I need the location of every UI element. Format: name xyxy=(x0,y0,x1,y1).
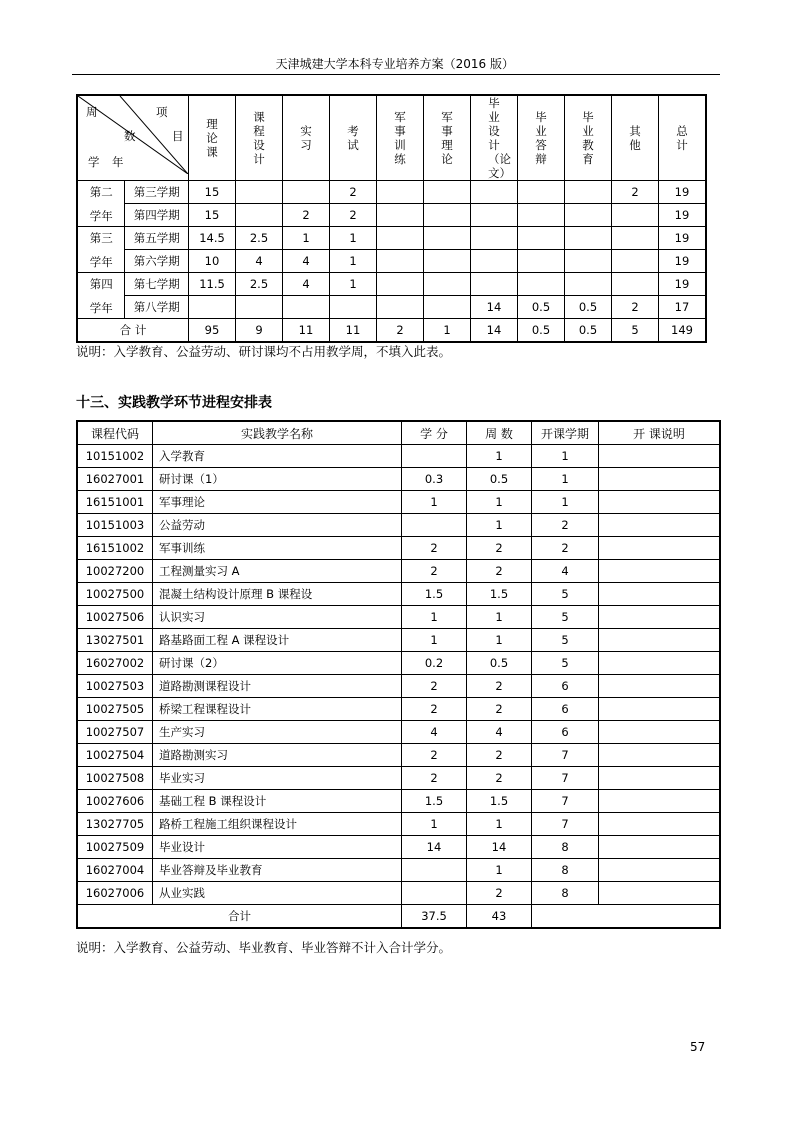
course-code-cell: 10027508 xyxy=(77,767,153,790)
semester-label: 第七学期 xyxy=(125,273,189,296)
week-count-cell xyxy=(424,204,471,227)
week-count-cell: 2 xyxy=(283,204,330,227)
table-row xyxy=(77,491,720,514)
course-code-cell: 10151003 xyxy=(77,514,153,537)
practice-name-cell: 入学教育 xyxy=(153,445,402,468)
week-count-cell: 19 xyxy=(659,204,707,227)
week-count-cell: 0.5 xyxy=(565,296,612,319)
weeks-total-row xyxy=(77,319,706,343)
practice-total-label: 合计 xyxy=(77,905,402,929)
term-cell: 6 xyxy=(532,698,599,721)
week-count-cell xyxy=(377,204,424,227)
col-header-military-theory: 军事理论 xyxy=(424,95,471,181)
school-year-line: 第二 xyxy=(89,184,113,199)
week-count-cell xyxy=(471,181,518,204)
week-count-cell: 19 xyxy=(659,181,707,204)
week-count-cell: 0.5 xyxy=(518,296,565,319)
weeks-total-label: 合 计 xyxy=(77,319,189,343)
week-count-cell: 10 xyxy=(189,250,236,273)
school-year-cell xyxy=(77,227,125,273)
credit-cell: 2 xyxy=(402,744,467,767)
weeks-cell: 1 xyxy=(467,445,532,468)
course-code-cell: 16151001 xyxy=(77,491,153,514)
week-count-cell xyxy=(283,296,330,319)
total-cell: 2 xyxy=(377,319,424,343)
practice-name-cell: 毕业设计 xyxy=(153,836,402,859)
description-cell xyxy=(599,514,721,537)
table-row xyxy=(77,583,720,606)
term-cell: 8 xyxy=(532,859,599,882)
practice-schedule-table xyxy=(76,420,721,929)
practice-table-body xyxy=(77,445,720,905)
credit-cell: 2 xyxy=(402,767,467,790)
week-count-cell xyxy=(471,204,518,227)
week-count-cell xyxy=(565,181,612,204)
week-count-cell xyxy=(612,273,659,296)
term-cell: 8 xyxy=(532,882,599,905)
practice-name-cell: 路桥工程施工组织课程设计 xyxy=(153,813,402,836)
weeks-table-note: 说明：入学教育、公益劳动、研讨课均不占用教学周，不填入此表。 xyxy=(76,344,452,359)
term-cell: 4 xyxy=(532,560,599,583)
school-year-cell xyxy=(77,181,125,227)
table-row xyxy=(77,767,720,790)
corner-label-item: 项 xyxy=(156,105,168,119)
corner-label-week: 周 xyxy=(86,105,98,119)
semester-row xyxy=(77,273,706,296)
corner-label-count: 数 xyxy=(124,129,136,143)
col-header-military-training: 军事训练 xyxy=(377,95,424,181)
practice-name-cell: 认识实习 xyxy=(153,606,402,629)
credit-cell: 1 xyxy=(402,629,467,652)
semester-label: 第三学期 xyxy=(125,181,189,204)
practice-total-empty xyxy=(532,905,721,929)
week-count-cell: 2 xyxy=(330,204,377,227)
credit-cell xyxy=(402,445,467,468)
corner-label-year: 年 xyxy=(112,155,124,169)
weeks-cell: 14 xyxy=(467,836,532,859)
practice-name-cell: 毕业答辩及毕业教育 xyxy=(153,859,402,882)
col-header-exam: 考试 xyxy=(330,95,377,181)
header-title: 天津城建大学本科专业培养方案（2016 版） xyxy=(275,57,514,71)
credit-cell: 4 xyxy=(402,721,467,744)
col-header-graduation-design: 毕业设计（论文） xyxy=(471,95,518,181)
description-cell xyxy=(599,468,721,491)
week-count-cell: 11.5 xyxy=(189,273,236,296)
table-row xyxy=(77,721,720,744)
description-cell xyxy=(599,491,721,514)
week-count-cell xyxy=(471,273,518,296)
table-row xyxy=(77,652,720,675)
week-count-cell: 2 xyxy=(612,296,659,319)
description-cell xyxy=(599,836,721,859)
week-count-cell xyxy=(518,227,565,250)
term-cell: 5 xyxy=(532,652,599,675)
week-count-cell xyxy=(424,250,471,273)
week-count-cell xyxy=(424,227,471,250)
week-count-cell xyxy=(424,273,471,296)
description-cell xyxy=(599,813,721,836)
table-row xyxy=(77,560,720,583)
semester-row xyxy=(77,296,706,319)
weeks-cell: 1 xyxy=(467,514,532,537)
weeks-cell: 2 xyxy=(467,675,532,698)
credit-cell xyxy=(402,514,467,537)
description-cell xyxy=(599,767,721,790)
course-code-cell: 16027006 xyxy=(77,882,153,905)
term-cell: 6 xyxy=(532,675,599,698)
term-cell: 8 xyxy=(532,836,599,859)
description-cell xyxy=(599,537,721,560)
description-cell xyxy=(599,859,721,882)
week-count-cell: 14 xyxy=(471,296,518,319)
header-practice-name: 实践教学名称 xyxy=(153,421,402,445)
credit-cell: 1.5 xyxy=(402,790,467,813)
weeks-cell: 1.5 xyxy=(467,790,532,813)
description-cell xyxy=(599,882,721,905)
practice-name-cell: 研讨课（2） xyxy=(153,652,402,675)
week-count-cell xyxy=(377,227,424,250)
table-row xyxy=(77,790,720,813)
total-cell: 11 xyxy=(283,319,330,343)
week-count-cell: 15 xyxy=(189,204,236,227)
header-credit: 学 分 xyxy=(402,421,467,445)
table-row xyxy=(77,468,720,491)
school-year-line: 学年 xyxy=(89,208,113,223)
term-cell: 5 xyxy=(532,583,599,606)
table-row xyxy=(77,675,720,698)
weeks-header-row xyxy=(77,95,706,181)
practice-total-weeks: 43 xyxy=(467,905,532,929)
week-count-cell xyxy=(377,250,424,273)
table-row xyxy=(77,859,720,882)
week-count-cell xyxy=(518,204,565,227)
description-cell xyxy=(599,721,721,744)
table-row xyxy=(77,514,720,537)
course-code-cell: 16151002 xyxy=(77,537,153,560)
col-header-defense: 毕业答辩 xyxy=(518,95,565,181)
practice-name-cell: 混凝土结构设计原理 B 课程设 xyxy=(153,583,402,606)
practice-name-cell: 公益劳动 xyxy=(153,514,402,537)
course-code-cell: 13027501 xyxy=(77,629,153,652)
practice-name-cell: 桥梁工程课程设计 xyxy=(153,698,402,721)
term-cell: 2 xyxy=(532,537,599,560)
school-year-line: 学年 xyxy=(89,254,113,269)
semester-row xyxy=(77,227,706,250)
course-code-cell: 10027504 xyxy=(77,744,153,767)
total-cell: 95 xyxy=(189,319,236,343)
course-code-cell: 13027705 xyxy=(77,813,153,836)
term-cell: 1 xyxy=(532,468,599,491)
week-count-cell xyxy=(612,227,659,250)
week-count-cell xyxy=(612,250,659,273)
course-code-cell: 10027509 xyxy=(77,836,153,859)
col-header-internship: 实习 xyxy=(283,95,330,181)
col-header-total: 总计 xyxy=(659,95,707,181)
total-cell: 9 xyxy=(236,319,283,343)
credit-cell: 2 xyxy=(402,560,467,583)
semester-row xyxy=(77,204,706,227)
corner-label-target: 目 xyxy=(172,129,184,143)
weeks-cell: 1 xyxy=(467,491,532,514)
semester-label: 第五学期 xyxy=(125,227,189,250)
weeks-cell: 2 xyxy=(467,560,532,583)
week-count-cell xyxy=(236,296,283,319)
description-cell xyxy=(599,675,721,698)
credit-cell: 1 xyxy=(402,813,467,836)
practice-name-cell: 路基路面工程 A 课程设计 xyxy=(153,629,402,652)
week-count-cell: 19 xyxy=(659,250,707,273)
course-code-cell: 10027503 xyxy=(77,675,153,698)
table-row xyxy=(77,629,720,652)
practice-total-credit: 37.5 xyxy=(402,905,467,929)
week-count-cell xyxy=(612,204,659,227)
week-count-cell xyxy=(518,250,565,273)
weeks-cell: 2 xyxy=(467,537,532,560)
col-header-graduation-education: 毕业教育 xyxy=(565,95,612,181)
weeks-cell: 1.5 xyxy=(467,583,532,606)
credit-cell: 1 xyxy=(402,606,467,629)
description-cell xyxy=(599,652,721,675)
week-count-cell xyxy=(565,204,612,227)
total-cell: 1 xyxy=(424,319,471,343)
weeks-cell: 2 xyxy=(467,767,532,790)
corner-diagonal-cell xyxy=(77,95,189,181)
week-count-cell: 2 xyxy=(330,181,377,204)
credit-cell: 2 xyxy=(402,675,467,698)
credit-cell xyxy=(402,859,467,882)
week-count-cell: 1 xyxy=(330,273,377,296)
credit-cell: 2 xyxy=(402,698,467,721)
description-cell xyxy=(599,698,721,721)
week-count-cell: 4 xyxy=(236,250,283,273)
course-code-cell: 10151002 xyxy=(77,445,153,468)
semester-label: 第四学期 xyxy=(125,204,189,227)
week-count-cell xyxy=(565,227,612,250)
description-cell xyxy=(599,606,721,629)
weeks-cell: 1 xyxy=(467,813,532,836)
weeks-cell: 4 xyxy=(467,721,532,744)
table-row xyxy=(77,836,720,859)
total-cell: 0.5 xyxy=(565,319,612,343)
description-cell xyxy=(599,560,721,583)
header-divider xyxy=(72,74,720,75)
course-code-cell: 10027506 xyxy=(77,606,153,629)
week-count-cell: 19 xyxy=(659,227,707,250)
week-count-cell: 2.5 xyxy=(236,227,283,250)
school-year-cell xyxy=(77,273,125,319)
term-cell: 7 xyxy=(532,790,599,813)
total-cell: 11 xyxy=(330,319,377,343)
school-year-line: 学年 xyxy=(89,300,113,315)
term-cell: 5 xyxy=(532,606,599,629)
course-code-cell: 10027200 xyxy=(77,560,153,583)
course-code-cell: 10027505 xyxy=(77,698,153,721)
weeks-cell: 1 xyxy=(467,629,532,652)
weeks-cell: 1 xyxy=(467,606,532,629)
school-year-line: 第四 xyxy=(89,276,113,291)
weeks-cell: 2 xyxy=(467,744,532,767)
semester-label: 第八学期 xyxy=(125,296,189,319)
week-count-cell xyxy=(518,273,565,296)
practice-name-cell: 军事训练 xyxy=(153,537,402,560)
practice-name-cell: 道路勘测实习 xyxy=(153,744,402,767)
course-code-cell: 10027606 xyxy=(77,790,153,813)
practice-name-cell: 研讨课（1） xyxy=(153,468,402,491)
week-count-cell xyxy=(330,296,377,319)
weeks-cell: 1 xyxy=(467,859,532,882)
table-row xyxy=(77,882,720,905)
credit-cell xyxy=(402,882,467,905)
week-count-cell xyxy=(565,273,612,296)
course-code-cell: 16027001 xyxy=(77,468,153,491)
table-row xyxy=(77,698,720,721)
corner-label-school: 学 xyxy=(88,155,100,169)
school-year-line: 第三 xyxy=(89,230,113,245)
credit-cell: 2 xyxy=(402,537,467,560)
course-code-cell: 16027002 xyxy=(77,652,153,675)
header-weeks: 周 数 xyxy=(467,421,532,445)
week-count-cell xyxy=(424,296,471,319)
weeks-cell: 0.5 xyxy=(467,652,532,675)
week-count-cell xyxy=(377,181,424,204)
week-count-cell: 17 xyxy=(659,296,707,319)
practice-name-cell: 工程测量实习 A xyxy=(153,560,402,583)
week-count-cell: 1 xyxy=(330,227,377,250)
semester-row xyxy=(77,181,706,204)
course-code-cell: 10027500 xyxy=(77,583,153,606)
practice-name-cell: 基础工程 B 课程设计 xyxy=(153,790,402,813)
credit-cell: 0.2 xyxy=(402,652,467,675)
practice-name-cell: 从业实践 xyxy=(153,882,402,905)
header-course-code: 课程代码 xyxy=(77,421,153,445)
week-count-cell xyxy=(283,181,330,204)
weeks-table-body xyxy=(77,181,706,319)
week-count-cell xyxy=(236,204,283,227)
course-code-cell: 10027507 xyxy=(77,721,153,744)
description-cell xyxy=(599,445,721,468)
section-title: 十三、实践教学环节进程安排表 xyxy=(76,395,272,411)
term-cell: 7 xyxy=(532,813,599,836)
week-count-cell: 1 xyxy=(283,227,330,250)
week-count-cell xyxy=(377,273,424,296)
table-row xyxy=(77,744,720,767)
credit-cell: 0.3 xyxy=(402,468,467,491)
table-row xyxy=(77,445,720,468)
total-cell: 14 xyxy=(471,319,518,343)
weeks-cell: 2 xyxy=(467,882,532,905)
weeks-cell: 0.5 xyxy=(467,468,532,491)
practice-total-row xyxy=(77,905,720,929)
week-count-cell xyxy=(424,181,471,204)
weeks-allocation-table xyxy=(76,94,707,343)
week-count-cell: 4 xyxy=(283,273,330,296)
practice-name-cell: 生产实习 xyxy=(153,721,402,744)
col-header-theory: 理论课 xyxy=(189,95,236,181)
table-row xyxy=(77,813,720,836)
term-cell: 5 xyxy=(532,629,599,652)
credit-cell: 1.5 xyxy=(402,583,467,606)
credit-cell: 1 xyxy=(402,491,467,514)
term-cell: 1 xyxy=(532,491,599,514)
week-count-cell: 4 xyxy=(283,250,330,273)
week-count-cell: 14.5 xyxy=(189,227,236,250)
term-cell: 7 xyxy=(532,744,599,767)
description-cell xyxy=(599,744,721,767)
course-code-cell: 16027004 xyxy=(77,859,153,882)
semester-label: 第六学期 xyxy=(125,250,189,273)
table-row xyxy=(77,537,720,560)
page-header xyxy=(76,55,718,72)
week-count-cell xyxy=(236,181,283,204)
total-cell: 149 xyxy=(659,319,707,343)
header-term: 开课学期 xyxy=(532,421,599,445)
week-count-cell xyxy=(565,250,612,273)
description-cell xyxy=(599,583,721,606)
credit-cell: 14 xyxy=(402,836,467,859)
practice-name-cell: 军事理论 xyxy=(153,491,402,514)
description-cell xyxy=(599,629,721,652)
practice-name-cell: 道路勘测课程设计 xyxy=(153,675,402,698)
total-cell: 0.5 xyxy=(518,319,565,343)
term-cell: 6 xyxy=(532,721,599,744)
week-count-cell: 2.5 xyxy=(236,273,283,296)
week-count-cell: 19 xyxy=(659,273,707,296)
practice-header-row xyxy=(77,421,720,445)
term-cell: 1 xyxy=(532,445,599,468)
total-cell: 5 xyxy=(612,319,659,343)
week-count-cell xyxy=(189,296,236,319)
practice-table-note: 说明：入学教育、公益劳动、毕业教育、毕业答辩不计入合计学分。 xyxy=(76,940,452,955)
header-description: 开 课说明 xyxy=(599,421,721,445)
term-cell: 2 xyxy=(532,514,599,537)
description-cell xyxy=(599,790,721,813)
week-count-cell xyxy=(377,296,424,319)
weeks-cell: 2 xyxy=(467,698,532,721)
col-header-course-design: 课程设计 xyxy=(236,95,283,181)
term-cell: 7 xyxy=(532,767,599,790)
week-count-cell: 15 xyxy=(189,181,236,204)
semester-row xyxy=(77,250,706,273)
practice-name-cell: 毕业实习 xyxy=(153,767,402,790)
table-row xyxy=(77,606,720,629)
page-number: 57 xyxy=(690,1040,706,1054)
week-count-cell xyxy=(518,181,565,204)
week-count-cell: 2 xyxy=(612,181,659,204)
col-header-other: 其他 xyxy=(612,95,659,181)
week-count-cell: 1 xyxy=(330,250,377,273)
week-count-cell xyxy=(471,250,518,273)
week-count-cell xyxy=(471,227,518,250)
